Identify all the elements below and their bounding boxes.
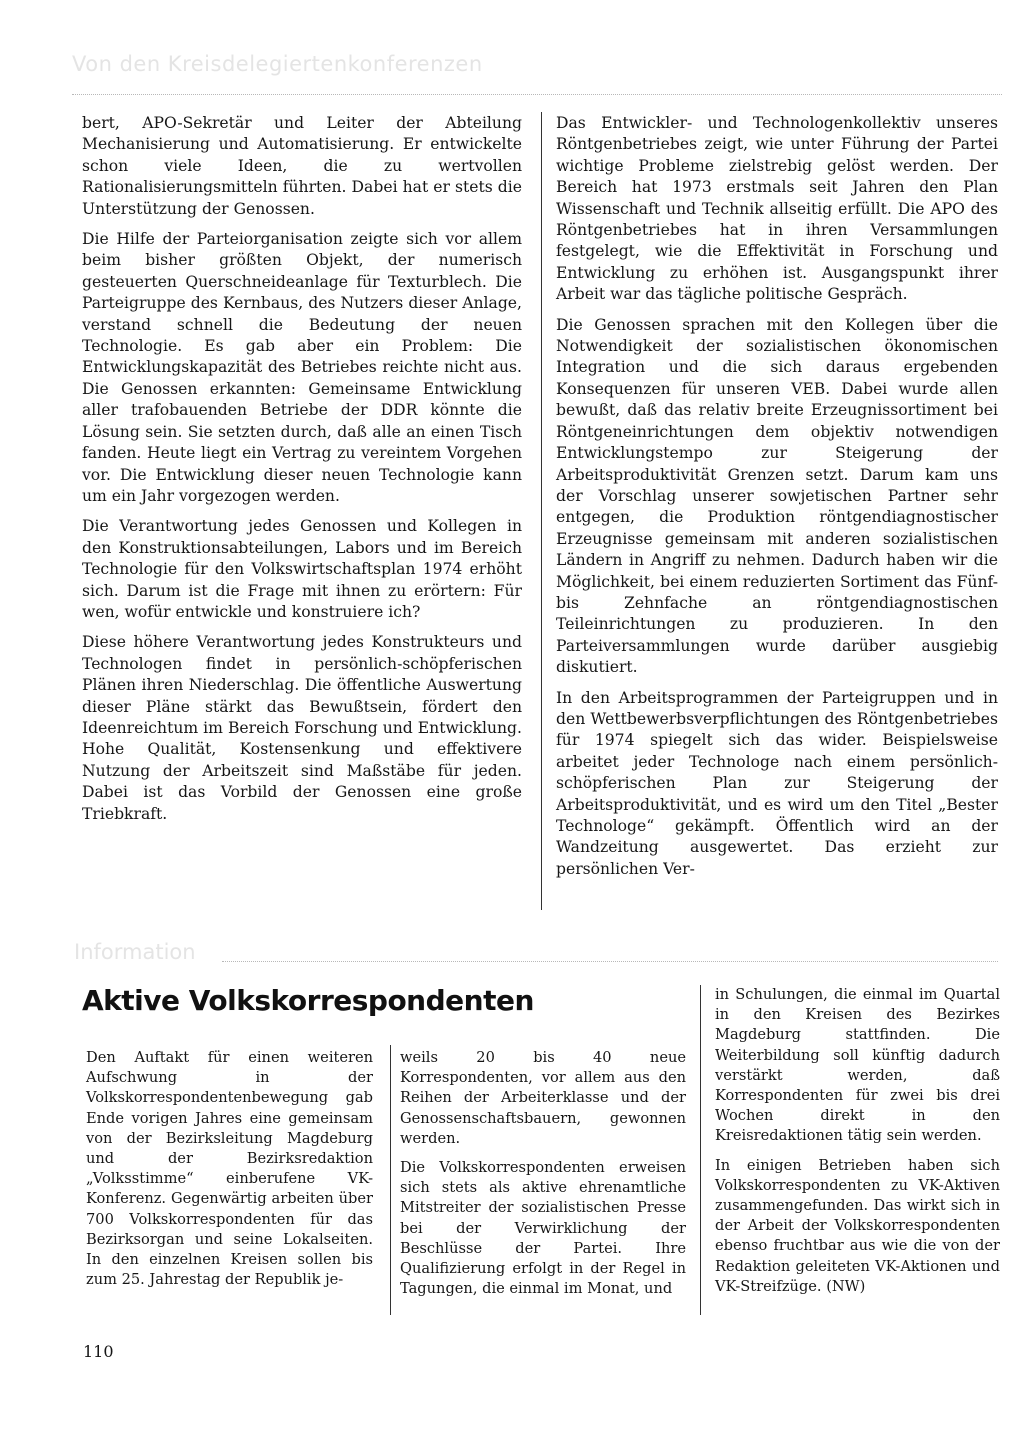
article-column-right bbox=[556, 113, 998, 889]
article-column-left bbox=[82, 113, 522, 834]
column-divider bbox=[541, 112, 542, 910]
paragraph: Diese höhere Verantwortung jedes Konstrukteurs und Technologen findet in persönlich-schöpferischen Plänen ihren Niederschlag. Die öffentliche Auswertung dieser Pläne stärkt das Bewußtsein, fördert den Ideenreichtum im Bereich Forschung und Entwicklung. Hohe Qualität, Kostensenkung und effektivere Nutzung der Arbeitszeit sind Maßstäbe für jeden. Dabei ist das Vorbild der Genossen eine große Triebkraft. bbox=[82, 633, 522, 823]
headline: Aktive Volkskorrespondenten bbox=[82, 984, 534, 1017]
info-column-1 bbox=[86, 1048, 373, 1299]
paragraph: Das Entwickler- und Technologenkollektiv unseres Röntgenbetriebes zeigt, wie unter Führung der Partei wichtige Probleme zielstrebig gelöst werden. Der Bereich hat 1973 erstmals seit Jahren den Plan Wissenschaft und Technik allseitig erfüllt. Die APO des Röntgenbetriebes hat in ihren Versammlungen festgelegt, wie die Effektivität in Forschung und Entwicklung zu erhöhen ist. Ausgangspunkt ihrer Arbeit war das tägliche politische Gespräch. bbox=[556, 114, 998, 304]
paragraph: in Schulungen, die einmal im Quartal in den Kreisen des Bezirkes Magdeburg stattfinden. Die Weiterbildung soll künftig dadurch verstärkt werden, daß Korrespondenten für zwei bis drei Wochen direkt in den Kreisredaktionen tätig sein werden. bbox=[715, 986, 1000, 1145]
header-divider bbox=[72, 94, 1002, 95]
paragraph: weils 20 bis 40 neue Korrespondenten, vor allem aus den Reihen der Arbeiterklasse und der Genossenschaftsbauern, gewonnen werden. bbox=[400, 1049, 686, 1147]
info-column-3 bbox=[715, 985, 1000, 1306]
paragraph: Die Volkskorrespondenten erweisen sich stets als aktive ehrenamtliche Mitstreiter der sozialistischen Presse bei der Verwirklichung der Beschlüsse der Partei. Ihre Qualifizierung erfolgt in der Regel in Tagungen, die einmal im Monat, und bbox=[400, 1159, 686, 1298]
paragraph: Die Genossen sprachen mit den Kollegen über die Notwendigkeit der sozialistischen ökonomischen Integration und die sich daraus ergebenden Konsequenzen für unseren VEB. Dabei wurde allen bewußt, daß das relativ breite Erzeugnissortiment bei Röntgeneinrichtungen dem objektiv notwendigen Entwicklungstempo zur Steigerung der Arbeitsproduktivität Grenzen setzt. Darum kam uns der Vorschlag unserer sowjetischen Partner sehr entgegen, die Produktion röntgendiagnostischer Erzeugnisse gemeinsam mit anderen sozialistischen Ländern in Angriff zu nehmen. Dadurch haben wir die Möglichkeit, bei einem reduzierten Sortiment das Fünf- bis Zehnfache an röntgendiagnostischen Teileinrichtungen zu produzieren. In den Parteiversammlungen wurde darüber ausgiebig diskutiert. bbox=[556, 315, 998, 677]
info-column-2 bbox=[400, 1048, 686, 1308]
column-divider bbox=[390, 1045, 391, 1315]
paragraph: In den Arbeitsprogrammen der Parteigruppen und in den Wettbewerbsverpflichtungen des Röntgenbetriebes für 1974 spiegelt sich das wider. Beispielsweise arbeitet jeder Technologe nach einem persönlich-schöpferischen Plan zur Steigerung der Arbeitsproduktivität, und es wird um den Titel „Bester Technologe“ gekämpft. Öffentlich wird an der Wandzeitung ausgewertet. Das erzieht zur persönlichen Ver- bbox=[556, 688, 998, 878]
paragraph: Die Hilfe der Parteiorganisation zeigte sich vor allem beim bisher größten Objekt, der numerisch gesteuerten Querschneideanlage für Texturblech. Die Parteigruppe des Kernbaus, des Nutzers dieser Anlage, verstand schnell die Bedeutung der neuen Technologie. Es gab aber ein Problem: Die Entwicklungskapazität des Betriebes reichte nicht aus. Die Genossen erkannten: Gemeinsame Entwicklung aller trafobauenden Betriebe der DDR könnte die Lösung sein. Sie setzten durch, daß alle an einen Tisch fanden. Heute liegt ein Vertrag zu vereintem Vorgehen vor. Die Entwicklung dieser neuen Technologie kann um ein Jahr vorgezogen werden. bbox=[82, 230, 522, 505]
column-divider bbox=[700, 985, 701, 1315]
paragraph: bert, APO-Sekretär und Leiter der Abteilung Mechanisierung und Automatisierung. Er entwickelte schon viele Ideen, die zu wertvollen Rationalisierungsmitteln führten. Dabei hat er stets die Unterstützung der Genossen. bbox=[82, 114, 522, 218]
paragraph: In einigen Betrieben haben sich Volkskorrespondenten zu VK-Aktiven zusammengefunden. Das wirkt sich in der Arbeit der Volkskorrespondenten ebenso fruchtbar aus wie die von der Redaktion geleiteten VK-Aktionen und VK-Streifzüge. (NW) bbox=[715, 1156, 1000, 1295]
page-number: 110 bbox=[83, 1342, 114, 1361]
section-divider bbox=[222, 961, 998, 962]
section-label-information: Information bbox=[74, 940, 196, 964]
paragraph: Den Auftakt für einen weiteren Aufschwung in der Volkskorrespondentenbewegung gab Ende vorigen Jahres eine gemeinsam von der Bezirksleitung Magdeburg und der Bezirksredaktion „Volksstimme“ einberufene VK-Konferenz. Gegenwärtig arbeiten über 700 Volkskorrespondenten für das Bezirksorgan und seine Lokalseiten. In den einzelnen Kreisen sollen bis zum 25. Jahrestag der Republik je- bbox=[86, 1049, 373, 1289]
paragraph: Die Verantwortung jedes Genossen und Kollegen in den Konstruktionsabteilungen, Labors und im Bereich Technologie für den Volkswirtschaftsplan 1974 erhöht sich. Darum ist die Frage mit ihnen zu erörtern: Für wen, wofür entwickle und konstruiere ich? bbox=[82, 517, 522, 621]
section-header: Von den Kreisdelegiertenkonferenzen bbox=[72, 52, 483, 76]
